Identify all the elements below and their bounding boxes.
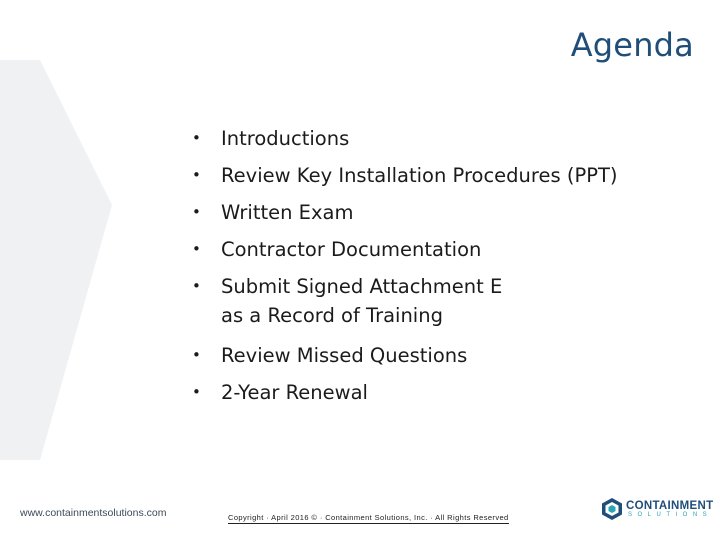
company-logo bbox=[600, 497, 714, 523]
copyright-notice: Copyright · April 2016 © · Containment Solutions, Inc. · All Rights Reserved bbox=[228, 513, 509, 522]
footer-website-url: www.containmentsolutions.com bbox=[20, 507, 167, 519]
list-item: • Written Exam bbox=[192, 198, 618, 227]
logo-wordmark-top: CONTAINMENT bbox=[626, 500, 714, 512]
slide-title: Agenda bbox=[570, 26, 694, 64]
logo-wordmark-bottom: SOLUTIONS bbox=[628, 512, 713, 518]
list-item: • Introductions bbox=[192, 124, 618, 153]
containment-solutions-logo-icon bbox=[600, 497, 624, 521]
list-item: • 2-Year Renewal bbox=[192, 378, 618, 407]
list-item: • Review Missed Questions bbox=[192, 341, 618, 370]
list-item: • Review Key Installation Procedures (PPT) bbox=[192, 161, 618, 190]
list-item: • Submit Signed Attachment E as a Record of Training bbox=[192, 272, 618, 330]
agenda-list bbox=[192, 124, 618, 415]
list-item: • Contractor Documentation bbox=[192, 235, 618, 264]
